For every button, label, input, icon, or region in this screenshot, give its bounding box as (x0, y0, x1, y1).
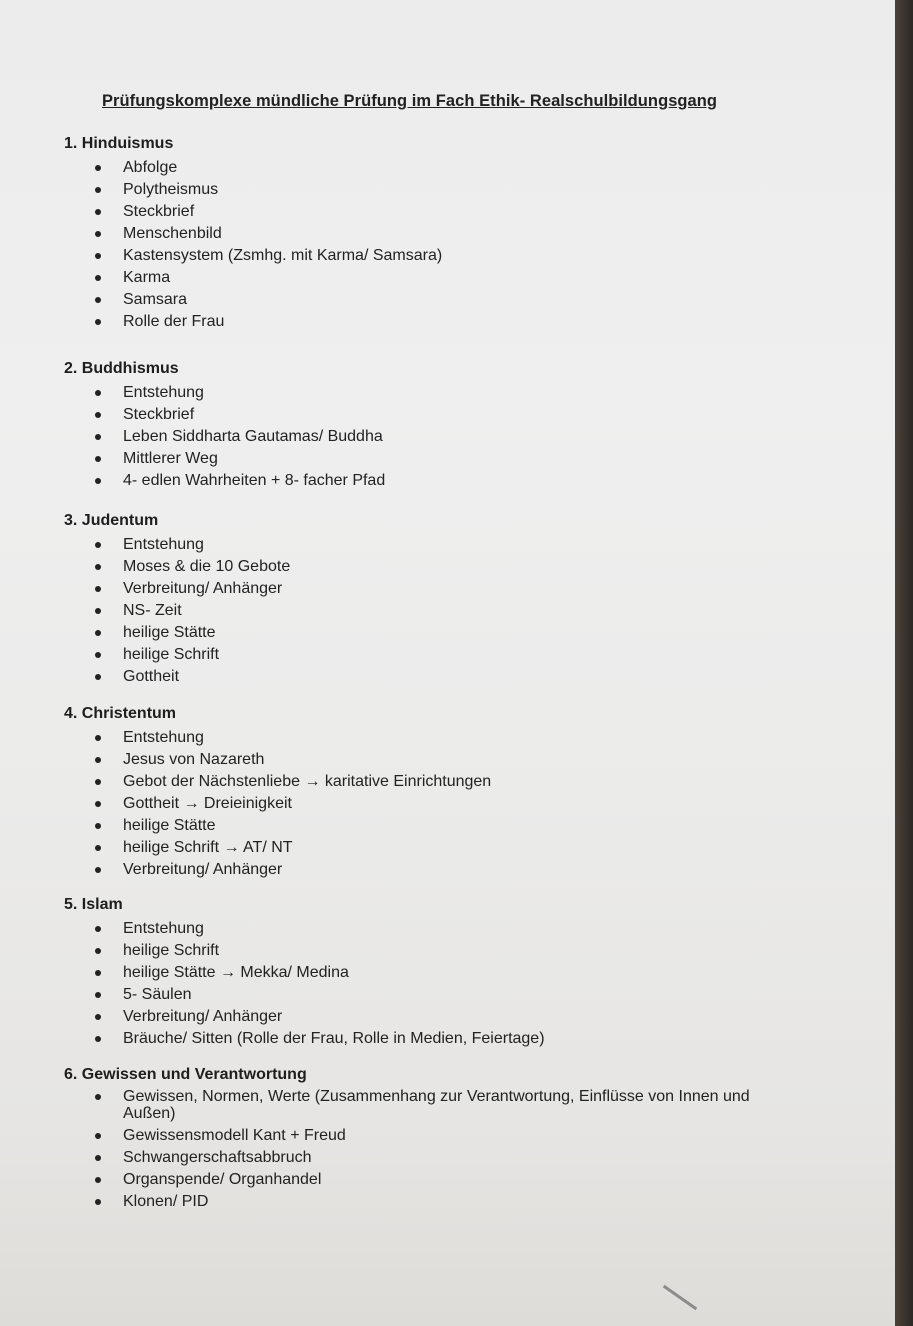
bullet-icon (95, 275, 101, 281)
item-list (64, 1088, 803, 1213)
list-item: Schwangerschaftsabbruch (64, 1147, 803, 1169)
bullet-icon (95, 992, 101, 998)
bullet-icon (95, 564, 101, 570)
section-heading: 6. Gewissen und Verantwortung (64, 1066, 307, 1083)
section-heading: 5. Islam (64, 896, 123, 913)
section-buddhismus (64, 360, 385, 492)
section-heading: 1. Hinduismus (64, 135, 174, 152)
item-list (64, 157, 442, 333)
bullet-icon (95, 1036, 101, 1042)
bullet-icon (95, 1155, 101, 1161)
bullet-icon (95, 478, 101, 484)
bullet-icon (95, 412, 101, 418)
bullet-icon (95, 209, 101, 215)
list-item: Karma (64, 267, 442, 289)
list-item: 4- edlen Wahrheiten + 8- facher Pfad (64, 470, 385, 492)
list-item: Polytheismus (64, 179, 442, 201)
list-item: Entstehung (64, 918, 545, 940)
bullet-icon (95, 970, 101, 976)
list-item: Entstehung (64, 534, 290, 556)
section-heading: 4. Christentum (64, 705, 177, 722)
section-heading: 2. Buddhismus (64, 360, 179, 377)
list-item: NS- Zeit (64, 600, 290, 622)
bullet-icon (95, 757, 101, 763)
bullet-icon (95, 319, 101, 325)
list-item: Entstehung (64, 382, 385, 404)
bullet-icon (95, 586, 101, 592)
bullet-icon (95, 630, 101, 636)
list-item: Entstehung (64, 727, 491, 749)
bullet-icon (95, 823, 101, 829)
list-item: Abfolge (64, 157, 442, 179)
list-item: heilige Stätte (64, 815, 491, 837)
item-list (64, 918, 545, 1050)
document-title: Prüfungskomplexe mündliche Prüfung im Fach Ethik- Realschulbildungsgang (102, 92, 718, 110)
bullet-icon (95, 1133, 101, 1139)
list-item: Klonen/ PID (64, 1191, 803, 1213)
list-item: heilige Schrift (64, 940, 545, 962)
list-item: Verbreitung/ Anhänger (64, 1006, 545, 1028)
bullet-icon (95, 801, 101, 807)
list-item: Kastensystem (Zsmhg. mit Karma/ Samsara) (64, 245, 442, 267)
list-item: Leben Siddharta Gautamas/ Buddha (64, 426, 385, 448)
bullet-icon (95, 948, 101, 954)
bullet-icon (95, 845, 101, 851)
bullet-icon (95, 253, 101, 259)
section-islam (64, 896, 545, 1050)
list-item: Verbreitung/ Anhänger (64, 578, 290, 600)
bullet-icon (95, 165, 101, 171)
list-item: Steckbrief (64, 404, 385, 426)
list-item: Organspende/ Organhandel (64, 1169, 803, 1191)
list-item: heilige Schrift (64, 644, 290, 666)
list-item: Gewissensmodell Kant + Freud (64, 1125, 803, 1147)
list-item: Jesus von Nazareth (64, 749, 491, 771)
bullet-icon (95, 390, 101, 396)
bullet-icon (95, 926, 101, 932)
bullet-icon (95, 456, 101, 462)
bullet-icon (95, 779, 101, 785)
list-item: Verbreitung/ Anhänger (64, 859, 491, 881)
paper-crease (663, 1285, 697, 1310)
bullet-icon (95, 1177, 101, 1183)
item-list (64, 727, 491, 881)
bullet-icon (95, 608, 101, 614)
list-item: heilige Stätte → Mekka/ Medina (64, 962, 545, 984)
section-christentum (64, 705, 491, 881)
list-item: Rolle der Frau (64, 311, 442, 333)
item-list (64, 534, 290, 688)
bullet-icon (95, 187, 101, 193)
bullet-icon (95, 735, 101, 741)
list-item: Gebot der Nächstenliebe → karitative Einrichtungen (64, 771, 491, 793)
bullet-icon (95, 542, 101, 548)
list-item: Gewissen, Normen, Werte (Zusammenhang zur Verantwortung, Einflüsse von Innen und Außen) (64, 1088, 803, 1125)
list-item: heilige Schrift → AT/ NT (64, 837, 491, 859)
list-item: Samsara (64, 289, 442, 311)
list-item: Gottheit → Dreieinigkeit (64, 793, 491, 815)
bullet-icon (95, 434, 101, 440)
list-item: 5- Säulen (64, 984, 545, 1006)
list-item: Mittlerer Weg (64, 448, 385, 470)
bullet-icon (95, 1199, 101, 1205)
item-list (64, 382, 385, 492)
list-item: Menschenbild (64, 223, 442, 245)
section-heading: 3. Judentum (64, 512, 159, 529)
section-gewissen-und-verantwortung (64, 1066, 803, 1213)
section-hinduismus (64, 135, 442, 333)
bullet-icon (95, 1014, 101, 1020)
bullet-icon (95, 297, 101, 303)
background-edge (895, 0, 913, 1326)
list-item: Bräuche/ Sitten (Rolle der Frau, Rolle in Medien, Feiertage) (64, 1028, 545, 1050)
list-item: Gottheit (64, 666, 290, 688)
bullet-icon (95, 231, 101, 237)
bullet-icon (95, 652, 101, 658)
bullet-icon (95, 1094, 101, 1100)
bullet-icon (95, 674, 101, 680)
section-judentum (64, 512, 290, 688)
list-item: heilige Stätte (64, 622, 290, 644)
list-item: Steckbrief (64, 201, 442, 223)
bullet-icon (95, 867, 101, 873)
list-item: Moses & die 10 Gebote (64, 556, 290, 578)
